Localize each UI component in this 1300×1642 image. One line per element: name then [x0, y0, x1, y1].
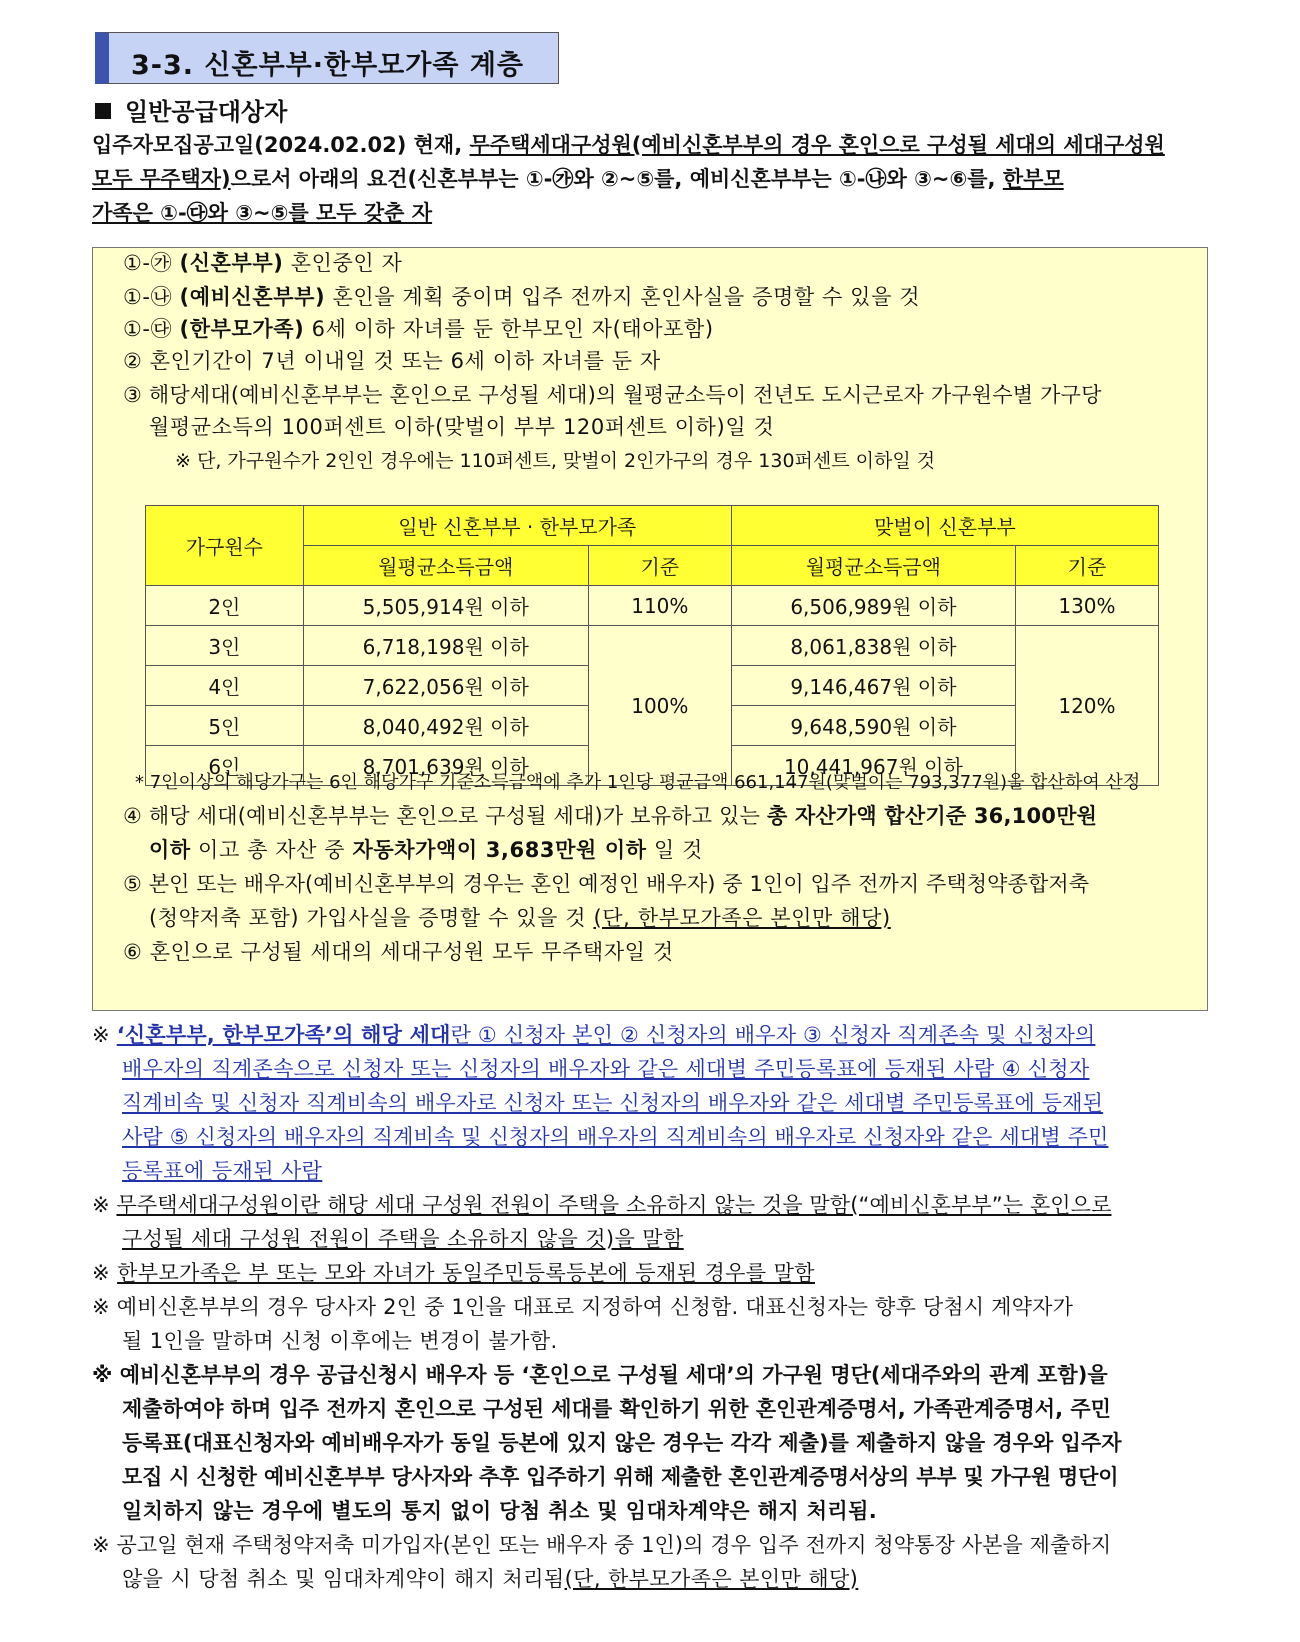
requirements-box: [92, 247, 1208, 1011]
table-row: 4인 7,622,056원 이하 9,146,467원 이하: [146, 666, 1159, 706]
note-savings-copy-line-2: 않을 시 당첨 취소 및 임대차계약이 해지 처리됨(단, 한부모가족은 본인만 해당): [122, 1567, 859, 1591]
note-household-list-line-1: ※ 예비신혼부부의 경우 공급신청시 배우자 등 ‘혼인으로 구성될 세대’의 가구원 명단(세대주와의 관계 포함)을: [92, 1363, 1108, 1387]
note-single-parent-def: ※ 한부모가족은 부 또는 모와 자녀가 동일주민등록등본에 등재된 경우를 말함: [92, 1261, 815, 1285]
note-household-def-line-1: ※ ‘신혼부부, 한부모가족’의 해당 세대란 ① 신청자 본인 ② 신청자의 배우자 ③ 신청자 직계존속 및 신청자의: [92, 1023, 1096, 1047]
req-savings-line-2: (청약저축 포함) 가입사실을 증명할 수 있을 것 (단, 한부모가족은 본인만 해당): [149, 906, 891, 930]
intro-line-2: 모두 무주택자)으로서 아래의 요건(신혼부부는 ①-㉮와 ②~⑤를, 예비신혼부부는 ①-㉯와 ③~⑥를, 한부모: [92, 167, 1064, 191]
th-household: 가구원수: [146, 506, 304, 586]
note-savings-copy-line-1: ※ 공고일 현재 주택청약저축 미가입자(본인 또는 배우자 중 1인)의 경우 입주 전까지 청약통장 사본을 제출하지: [92, 1533, 1112, 1557]
note-homeless-def-line-2: 구성될 세대 구성원 전원이 주택을 소유하지 않을 것)을 말함: [122, 1227, 684, 1251]
note-household-list-line-4: 모집 시 신청한 예비신혼부부 당사자와 추후 입주하기 위해 제출한 혼인관계증명서상의 부부 및 가구원 명단이: [122, 1465, 1119, 1489]
intro-line-3: 가족은 ①-㉰와 ③~⑤를 모두 갖춘 자: [92, 201, 433, 225]
income-table: [145, 505, 1159, 786]
table-row: 3인 6,718,198원 이하 100% 8,061,838원 이하 120%: [146, 626, 1159, 666]
note-household-def-line-4: 사람 ⑤ 신청자의 배우자의 직계비속 및 신청자의 배우자의 직계비속의 배우자로 신청자와 같은 세대별 주민: [122, 1125, 1109, 1149]
section-title: 3-3. 신혼부부·한부모가족 계층: [131, 50, 524, 81]
req-assets-line-1: ④ 해당 세대(예비신혼부부는 혼인으로 구성될 세대)가 보유하고 있는 총 자산가액 합산기준 36,100만원: [123, 804, 1098, 828]
note-homeless-def-line-1: ※ 무주택세대구성원이란 해당 세대 구성원 전원이 주택을 소유하지 않는 것을 말함(“예비신혼부부”는 혼인으로: [92, 1193, 1112, 1217]
th-dual-criteria: 기준: [1015, 546, 1158, 586]
square-bullet-icon: [95, 103, 111, 119]
section-heading-text: 일반공급대상자: [125, 98, 288, 126]
note-household-list-line-2: 제출하여야 하며 입주 전까지 혼인으로 구성된 세대를 확인하기 위한 혼인관계증명서, 가족관계증명서, 주민: [122, 1397, 1111, 1421]
note-household-def-line-3: 직계비속 및 신청자 직계비속의 배우자로 신청자 또는 신청자의 배우자와 같은 세대별 주민등록표에 등재된: [122, 1091, 1104, 1115]
req-prospective-newlywed: ①-㉯ (예비신혼부부) 혼인을 계획 중이며 입주 전까지 혼인사실을 증명할 수 있을 것: [123, 285, 921, 309]
note-representative-line-2: 될 1인을 말하며 신청 이후에는 변경이 불가함.: [122, 1329, 558, 1353]
table-row: 6인 8,701,639원 이하 10,441,967원 이하: [146, 746, 1159, 786]
table-row: 5인 8,040,492원 이하 9,648,590원 이하: [146, 706, 1159, 746]
note-household-def-line-5: 등록표에 등재된 사람: [122, 1159, 323, 1183]
req-savings-line-1: ⑤ 본인 또는 배우자(예비신혼부부의 경우는 혼인 예정인 배우자) 중 1인이 입주 전까지 주택청약종합저축: [123, 872, 1090, 896]
req-income-line-1: ③ 해당세대(예비신혼부부는 혼인으로 구성될 세대)의 월평균소득이 전년도 도시근로자 가구원수별 가구당: [123, 383, 1102, 407]
req-marriage-period: ② 혼인기간이 7년 이내일 것 또는 6세 이하 자녀를 둔 자: [123, 349, 661, 373]
th-general: 일반 신혼부부 · 한부모가족: [303, 506, 731, 546]
intro-line-1: 입주자모집공고일(2024.02.02) 현재, 무주택세대구성원(예비신혼부부의 경우 혼인으로 구성될 세대의 세대구성원: [92, 133, 1165, 157]
th-general-criteria: 기준: [588, 546, 731, 586]
th-dual: 맞벌이 신혼부부: [731, 506, 1158, 546]
section-title-box: [95, 32, 559, 84]
req-single-parent: ①-㉰ (한부모가족) 6세 이하 자녀를 둔 한부모인 자(태아포함): [123, 317, 714, 341]
th-general-income: 월평균소득금액: [303, 546, 588, 586]
table-footnote: * 7인이상의 해당가구는 6인 해당가구 기준소득금액에 추가 1인당 평균금액 661,147원(맞벌이는 793,377원)을 합산하여 산정: [135, 772, 1141, 793]
note-household-list-line-5: 일치하지 않는 경우에 별도의 통지 없이 당첨 취소 및 임대차계약은 해지 처리됨.: [122, 1499, 878, 1523]
note-household-list-line-3: 등록표(대표신청자와 예비배우자가 동일 등본에 있지 않은 경우는 각각 제출)를 제출하지 않을 경우와 입주자: [122, 1431, 1122, 1455]
req-income-line-2: 월평균소득의 100퍼센트 이하(맞벌이 부부 120퍼센트 이하)일 것: [149, 415, 775, 439]
req-assets-line-2: 이하 이고 총 자산 중 자동차가액이 3,683만원 이하 일 것: [149, 838, 703, 862]
section-heading: [95, 92, 287, 127]
req-income-note: ※ 단, 가구원수가 2인인 경우에는 110퍼센트, 맞벌이 2인가구의 경우 130퍼센트 이하일 것: [175, 450, 936, 472]
eligibility-intro: [92, 128, 1204, 230]
req-newlywed: ①-㉮ (신혼부부) 혼인중인 자: [123, 251, 403, 275]
th-dual-income: 월평균소득금액: [731, 546, 1015, 586]
note-representative-line-1: ※ 예비신혼부부의 경우 당사자 2인 중 1인을 대표로 지정하여 신청함. 대표신청자는 향후 당첨시 계약자가: [92, 1295, 1074, 1319]
req-homeless: ⑥ 혼인으로 구성될 세대의 세대구성원 모두 무주택자일 것: [123, 940, 674, 964]
note-household-def-line-2: 배우자의 직계존속으로 신청자 또는 신청자의 배우자와 같은 세대별 주민등록표에 등재된 사람 ④ 신청자: [122, 1057, 1090, 1081]
table-row: 2인 5,505,914원 이하 110% 6,506,989원 이하 130%: [146, 586, 1159, 626]
